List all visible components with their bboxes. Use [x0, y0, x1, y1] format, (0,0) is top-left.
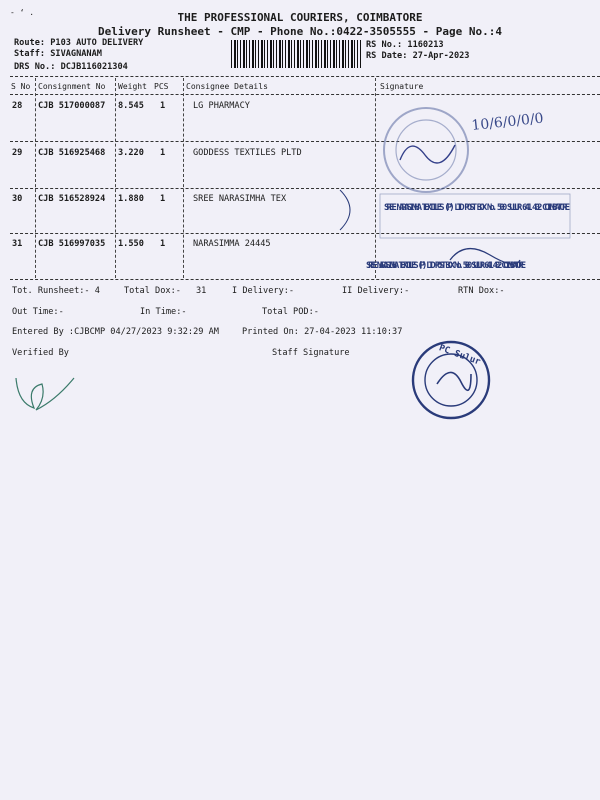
staff-signature-label: Staff Signature [272, 348, 350, 358]
col-weight: Weight [118, 82, 147, 91]
runsheet-subtitle: Delivery Runsheet - CMP - Phone No.:0422-3505555 - Page No.:4 [98, 25, 502, 38]
scan-mark: - ‘ . [10, 8, 35, 17]
barcode [231, 40, 361, 68]
in-time: In Time:- [140, 307, 187, 317]
stamp-bottom-text: SREE NARASIMHA TEXTILES (P) LTD POST BOX No. 500 SULUR 641 402 COIMBATORE [366, 261, 526, 271]
handwritten-note: 10/6/0/0/0 [470, 110, 545, 134]
total-pod: Total POD:- [262, 307, 319, 317]
entered-by: Entered By :CJBCMP 04/27/2023 9:32:29 AM [12, 327, 219, 337]
verified-by: Verified By [12, 348, 69, 358]
col-consignment: Consignment No [38, 82, 106, 91]
drs-number: DRS No.: DCJB116021304 [14, 62, 128, 72]
col-pcs: PCS [154, 82, 169, 91]
stamp-top-text: SREE NARASIMHA TEXTILES (P) LTD POST BOX No. 500 SULUR 641 402 COIMBATORE [384, 203, 570, 213]
rs-date: RS Date: 27-Apr-2023 [366, 51, 470, 61]
col-signature: Signature [380, 82, 424, 91]
header-rule [10, 94, 600, 95]
verifier-signature [10, 370, 80, 425]
postal-seal-text: PC Sulur [437, 343, 482, 368]
total-dox-label: Total Dox:- [124, 286, 181, 296]
tot-runsheet: Tot. Runsheet:- 4 [12, 286, 100, 296]
col-consignee: Consignee Details [186, 82, 268, 91]
rs-number: RS No.: 1160213 [366, 40, 444, 50]
col-sno: S No [11, 82, 31, 91]
printed-on: Printed On: 27-04-2023 11:10:37 [242, 327, 403, 337]
postal-seal [405, 336, 500, 426]
rtn-dox: RTN Dox:- [458, 286, 505, 296]
ii-delivery: II Delivery:- [342, 286, 410, 296]
staff-label: Staff: SIVAGNANAM [14, 49, 102, 59]
route-label: Route: P103 AUTO DELIVERY [14, 38, 144, 48]
total-dox-value: 31 [196, 286, 207, 296]
table-top-rule [10, 76, 600, 77]
company-title: THE PROFESSIONAL COURIERS, COIMBATORE [177, 11, 423, 24]
i-delivery: I Delivery:- [232, 286, 295, 296]
out-time: Out Time:- [12, 307, 64, 317]
